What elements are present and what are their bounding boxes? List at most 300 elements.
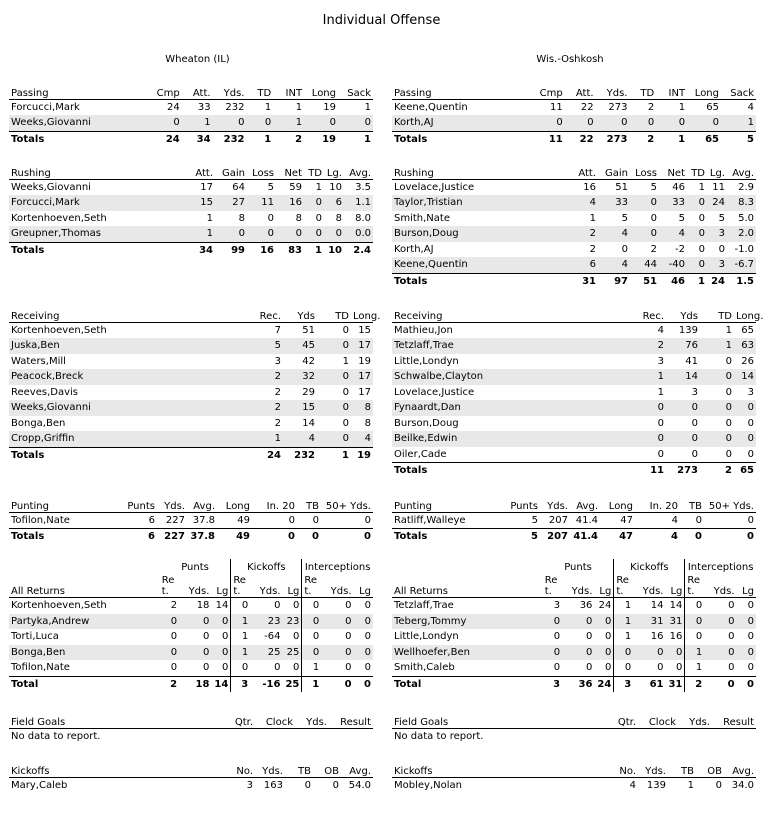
stat-value: 0 <box>543 645 562 661</box>
stat-value: 0 <box>737 614 756 630</box>
stat-value: 0 <box>321 645 353 661</box>
stat-value: 23 <box>282 614 301 630</box>
stat-value: 15 <box>358 324 371 336</box>
stat-value: 0 <box>297 512 321 529</box>
stat-value: 5 <box>531 531 538 543</box>
column-header: Avg. <box>344 163 373 179</box>
section-title: Punting <box>9 496 117 512</box>
column-header: Long <box>600 496 635 512</box>
stat-value: 2 <box>685 676 704 692</box>
stat-value: 37.8 <box>187 512 217 529</box>
table-row <box>9 598 373 614</box>
column-header: In. 20 <box>635 496 680 512</box>
group-spacer <box>9 559 160 573</box>
stat-value: 1 <box>239 431 283 447</box>
stat-value: 227 <box>157 512 187 529</box>
table-row <box>392 179 756 195</box>
stat-value: 5 <box>678 212 685 224</box>
player-name: Tetzlaff,Trae <box>392 338 622 354</box>
column-header: Yds. <box>295 712 329 728</box>
stat-value: 0 <box>633 660 665 676</box>
stat-value: 0 <box>292 600 300 612</box>
stat-value: 0 <box>302 614 321 630</box>
stat-value: 1 <box>685 645 704 661</box>
stat-value: 0 <box>160 660 179 676</box>
stat-value: 0 <box>211 660 230 676</box>
stat-value: 16 <box>583 181 596 193</box>
totals-row <box>9 676 373 692</box>
table-row <box>392 512 756 529</box>
stat-value: 2 <box>562 226 598 242</box>
stat-value: 0 <box>700 431 734 447</box>
player-name: Greupner,Thomas <box>9 226 179 242</box>
stat-value: 65 <box>740 465 754 477</box>
table-row <box>392 400 756 416</box>
stat-value: 6 <box>148 531 155 543</box>
stat-value: 5 <box>650 181 657 193</box>
stat-value: 46 <box>672 181 685 193</box>
stat-value: 17 <box>351 338 373 354</box>
column-header: Re t. <box>543 573 562 598</box>
stat-value: 11 <box>550 101 563 113</box>
table-row <box>392 195 756 211</box>
stat-value: 49 <box>236 531 250 543</box>
stat-value: 0 <box>354 645 373 661</box>
stat-value: 0 <box>734 400 756 416</box>
stat-value: 0 <box>614 645 633 661</box>
no-data-text: No data to report. <box>394 730 484 742</box>
column-header: Avg. <box>727 163 756 179</box>
column-header: TB <box>297 496 321 512</box>
player-name: Teberg,Tommy <box>392 614 543 630</box>
stat-value: 1 <box>231 614 250 630</box>
stat-value: 61 <box>649 678 664 690</box>
stat-value: 22 <box>579 133 594 145</box>
section-title: Field Goals <box>392 712 602 728</box>
table-row <box>9 416 373 432</box>
section-title: Rushing <box>392 163 562 179</box>
stat-value: 17 <box>200 181 213 193</box>
stat-value: 1 <box>302 660 321 676</box>
fieldgoals-table <box>9 712 373 744</box>
column-header: Net <box>276 163 304 179</box>
column-header: TB <box>680 496 704 512</box>
stat-value: 0.0 <box>344 226 373 242</box>
stat-value: 14 <box>666 369 700 385</box>
player-name: Tofilon,Nate <box>9 512 117 529</box>
column-header: OB <box>696 761 724 777</box>
player-name: Waters,Mill <box>11 355 66 367</box>
stat-value: 0 <box>160 614 179 630</box>
stat-value: 2 <box>295 133 303 145</box>
stat-value: 65 <box>741 324 754 336</box>
totals-row <box>392 131 756 147</box>
stat-value: 8 <box>364 417 371 429</box>
stat-value: 0 <box>302 598 321 614</box>
player-name: Little,Londyn <box>394 355 459 367</box>
stat-value: 0 <box>734 447 756 463</box>
totals-row <box>392 273 756 289</box>
totals-row <box>9 529 373 545</box>
stat-value: 3 <box>553 678 561 690</box>
player-name: Totals <box>11 531 45 543</box>
column-header: INT <box>656 83 687 99</box>
stat-value: 1 <box>182 115 213 131</box>
column-header: TD <box>687 163 707 179</box>
stat-value: 273 <box>608 101 628 113</box>
table-row <box>9 322 373 338</box>
column-header: Lg <box>282 573 301 598</box>
stat-value: 0 <box>747 531 754 543</box>
stat-value: 4 <box>629 779 636 791</box>
stat-value: 0 <box>354 614 373 630</box>
table-row <box>9 385 373 401</box>
stat-value: 0 <box>565 115 596 131</box>
stat-value: 19 <box>358 355 371 367</box>
stat-value: 2 <box>170 600 178 612</box>
column-header: Rec. <box>622 306 666 322</box>
stat-value: 4 <box>598 226 630 242</box>
player-name: Totals <box>394 531 428 543</box>
stat-value: 16 <box>650 631 664 643</box>
stat-value: 5 <box>718 212 725 224</box>
stat-value: 3 <box>691 386 698 398</box>
stat-value: 0 <box>324 226 344 242</box>
table-row <box>392 598 756 614</box>
column-header: TB <box>285 761 313 777</box>
column-header: Yds. <box>704 573 736 598</box>
stat-value: 0 <box>622 447 666 463</box>
stat-value: 6 <box>324 195 344 211</box>
stat-value: 0 <box>203 631 210 643</box>
receiving-table <box>392 306 763 479</box>
column-header: Avg. <box>724 761 756 777</box>
table-row <box>9 369 373 385</box>
player-name: Keene,Quentin <box>392 257 562 273</box>
stat-value: 2 <box>170 678 178 690</box>
totals-row <box>9 447 373 463</box>
table-row <box>9 99 373 115</box>
stat-value: 1.5 <box>736 275 754 287</box>
player-name: Kortenhoeven,Seth <box>11 324 107 336</box>
totals-row <box>392 463 756 479</box>
stat-value: 36 <box>578 678 593 690</box>
column-header: Avg. <box>187 496 217 512</box>
team-name-right: Wis.-Oshkosh <box>536 54 604 65</box>
player-name: Reeves,Davis <box>11 386 78 398</box>
player-name: Wellhoefer,Ben <box>392 645 543 661</box>
column-header: Yds. <box>638 761 668 777</box>
stat-value: 0 <box>747 631 754 643</box>
column-header: Avg. <box>341 761 373 777</box>
stat-value: 0 <box>211 645 230 661</box>
stat-value: 17 <box>358 386 371 398</box>
stat-value: 24 <box>597 678 612 690</box>
kickoffs-table <box>9 761 373 793</box>
table-row <box>392 338 756 354</box>
table-row <box>9 614 373 630</box>
table-row <box>392 226 756 242</box>
column-header: Loss <box>247 163 276 179</box>
player-name: Peacock,Breck <box>9 369 239 385</box>
player-name: Burson,Doug <box>392 226 562 242</box>
column-header: Yds. <box>596 83 630 99</box>
stat-value: 0 <box>321 614 353 630</box>
stat-value: 64 <box>232 181 245 193</box>
stat-value: 0 <box>594 645 613 661</box>
group-header: Interceptions <box>302 559 373 573</box>
stat-value: 0 <box>317 338 351 354</box>
column-header: TB <box>668 761 696 777</box>
stat-value: 25 <box>285 678 300 690</box>
stat-value: 18 <box>195 678 210 690</box>
stat-value: 15 <box>283 400 317 416</box>
stat-value: 1 <box>264 101 272 113</box>
stat-value: 5 <box>747 133 754 145</box>
player-name: Keene,Quentin <box>394 101 468 113</box>
stat-value: 0 <box>247 226 276 242</box>
player-name: Korth,AJ <box>394 243 434 255</box>
table-row <box>392 369 756 385</box>
section-title: Receiving <box>392 306 622 322</box>
column-header: Lg <box>594 573 613 598</box>
column-header: Long. <box>351 306 373 322</box>
stat-value: 2.9 <box>738 181 754 193</box>
group-header: Kickoffs <box>231 559 302 573</box>
stat-value: 8 <box>295 212 302 224</box>
table-row <box>392 257 756 273</box>
column-header: Yds. <box>179 573 211 598</box>
stat-value: 1 <box>687 779 694 791</box>
stat-value: 4 <box>598 257 630 273</box>
column-header: Att. <box>179 163 215 179</box>
stat-value: 3 <box>231 676 250 692</box>
stat-value: 0 <box>650 212 657 224</box>
player-name: Totals <box>394 133 428 145</box>
stat-value: 4 <box>351 431 373 447</box>
stat-value: 0 <box>302 645 321 661</box>
stat-value: 34.0 <box>731 779 754 791</box>
player-name: Fynaardt,Dan <box>392 400 622 416</box>
stat-value: 0 <box>342 324 349 336</box>
stat-value: 0 <box>594 660 613 676</box>
column-header: Yds. <box>633 573 665 598</box>
player-name: Lovelace,Justice <box>394 181 475 193</box>
table-row <box>392 385 756 401</box>
stat-value: 1 <box>342 355 349 367</box>
column-header: Long. <box>734 306 756 322</box>
stat-value: 2.0 <box>727 226 756 242</box>
player-name: Bonga,Ben <box>9 645 160 661</box>
column-header: Re t. <box>231 573 250 598</box>
table-row <box>392 660 756 676</box>
stat-value: 0 <box>728 631 735 643</box>
column-header: Re t. <box>160 573 179 598</box>
column-header: No. <box>612 761 638 777</box>
column-header: Yds. <box>213 83 247 99</box>
stat-value: 31 <box>633 614 665 630</box>
stat-value: 0 <box>698 243 705 255</box>
stat-value: 0 <box>737 645 756 661</box>
player-name: Torti,Luca <box>11 631 59 643</box>
returns-table <box>392 559 756 692</box>
stat-value: 14 <box>734 369 756 385</box>
stat-value: 0 <box>586 631 593 643</box>
column-header: Re t. <box>302 573 321 598</box>
stat-value: 0 <box>614 660 633 676</box>
stat-value: 0 <box>344 678 352 690</box>
stat-value: 8 <box>238 212 245 224</box>
stat-value: 83 <box>288 244 302 256</box>
stat-value: 47 <box>619 531 633 543</box>
stat-value: 0 <box>698 212 705 224</box>
stat-value: 59 <box>289 181 302 193</box>
stat-value: 36 <box>579 600 593 612</box>
stat-value: 0 <box>160 645 179 661</box>
stat-value: 0 <box>364 600 371 612</box>
stat-value: 0 <box>715 779 722 791</box>
table-row <box>9 777 373 793</box>
section-title: Punting <box>392 496 500 512</box>
player-name: Tofilon,Nate <box>9 660 160 676</box>
stat-value: 4 <box>657 324 664 336</box>
stat-value: 0 <box>596 115 630 131</box>
stat-value: 5.0 <box>738 212 754 224</box>
stat-value: 11 <box>712 181 725 193</box>
stat-value: 0 <box>317 431 351 447</box>
stat-value: 0 <box>685 629 704 645</box>
stat-value: 33 <box>598 195 630 211</box>
stat-value: 6 <box>117 512 157 529</box>
stat-value: 3 <box>747 386 754 398</box>
stat-value: 11 <box>548 133 563 145</box>
stat-value: 0 <box>304 115 338 131</box>
stat-value: 1 <box>657 386 664 398</box>
table-row <box>392 242 756 258</box>
stat-value: 41.4 <box>570 512 600 529</box>
player-name: Weeks,Giovanni <box>11 181 91 193</box>
stat-value: 3 <box>614 676 633 692</box>
player-name: Totals <box>11 133 45 145</box>
stat-value: -40 <box>659 257 687 273</box>
stat-value: 14 <box>302 417 315 429</box>
stat-value: 0 <box>364 531 371 543</box>
column-header: OB <box>313 761 341 777</box>
table-row <box>392 645 756 661</box>
column-header: Qtr. <box>602 712 638 728</box>
stat-value: 1 <box>698 275 705 287</box>
stat-value: 2 <box>239 369 283 385</box>
stat-value: -16 <box>262 678 281 690</box>
column-header: Yds <box>283 306 317 322</box>
player-name: Taylor,Tristian <box>392 195 562 211</box>
stat-value: 0 <box>543 660 562 676</box>
stat-value: 0 <box>562 614 594 630</box>
table-row <box>9 354 373 370</box>
stat-value: 19 <box>323 101 336 113</box>
stat-value: 0 <box>213 115 247 131</box>
table-row <box>392 322 756 338</box>
table-row <box>9 195 373 211</box>
stat-value: 3 <box>246 779 253 791</box>
stat-value: 11 <box>247 195 276 211</box>
stat-value: 0 <box>728 600 735 612</box>
section-title: All Returns <box>9 573 160 598</box>
stat-value: 1 <box>614 598 633 614</box>
stat-value: 65 <box>705 133 719 145</box>
player-name: Little,Londyn <box>394 631 459 643</box>
section-title: Kickoffs <box>9 761 229 777</box>
player-name: Partyka,Andrew <box>9 614 160 630</box>
stat-value: 0 <box>666 431 700 447</box>
stat-value: 24 <box>267 449 281 461</box>
stat-value: 0 <box>250 660 282 676</box>
group-header: Punts <box>564 562 592 573</box>
player-name: Oiler,Cade <box>392 447 622 463</box>
column-header: Loss <box>630 163 659 179</box>
stat-value: 1 <box>678 133 686 145</box>
stat-value: 24 <box>707 195 727 211</box>
stat-value: -1.0 <box>734 243 754 255</box>
totals-row <box>9 131 373 147</box>
stat-value: 1 <box>364 133 371 145</box>
player-name: Lovelace,Justice <box>394 386 475 398</box>
rushing-table <box>392 163 756 289</box>
stat-value: 29 <box>302 386 315 398</box>
stat-value: 0 <box>332 779 339 791</box>
stat-value: 0 <box>345 631 352 643</box>
column-header: Gain <box>598 163 630 179</box>
stat-value: 1 <box>700 338 734 354</box>
column-header: Yds. <box>250 573 282 598</box>
stat-value: 2 <box>622 338 666 354</box>
stat-value: 0 <box>317 369 351 385</box>
stat-value: 2 <box>239 400 283 416</box>
stat-value: 33 <box>197 101 211 113</box>
page-title: Individual Offense <box>322 13 441 28</box>
stat-value: 51 <box>643 275 657 287</box>
column-header: No. <box>229 761 255 777</box>
stat-value: 163 <box>263 779 283 791</box>
stat-value: 1 <box>302 676 321 692</box>
stat-value: 25 <box>250 645 282 661</box>
column-header: Yds. <box>321 573 353 598</box>
player-name: Ratliff,Walleye <box>392 512 500 529</box>
player-name: Totals <box>394 275 428 287</box>
table-row <box>392 211 756 227</box>
stat-value: 0 <box>747 678 754 690</box>
player-name: Totals <box>394 465 428 477</box>
column-header: Punts <box>117 496 157 512</box>
stat-value: 18 <box>196 600 210 612</box>
passing-table <box>9 83 373 147</box>
stat-value: 0 <box>687 226 707 242</box>
stat-value: 8.3 <box>727 195 756 211</box>
section-title: Passing <box>392 83 526 99</box>
stat-value: 0 <box>179 614 211 630</box>
stat-value: 22 <box>580 101 594 113</box>
column-header: Result <box>712 712 756 728</box>
stat-value: 0 <box>211 614 230 630</box>
stat-value: 273 <box>677 465 698 477</box>
player-name: Kortenhoeven,Seth <box>11 600 107 612</box>
stat-value: 1 <box>295 101 303 113</box>
stat-value: 1 <box>206 212 213 224</box>
stat-value: 4 <box>659 226 687 242</box>
stat-value: 0 <box>354 660 373 676</box>
team-name-left: Wheaton (IL) <box>165 54 230 65</box>
stat-value: 0 <box>704 660 736 676</box>
